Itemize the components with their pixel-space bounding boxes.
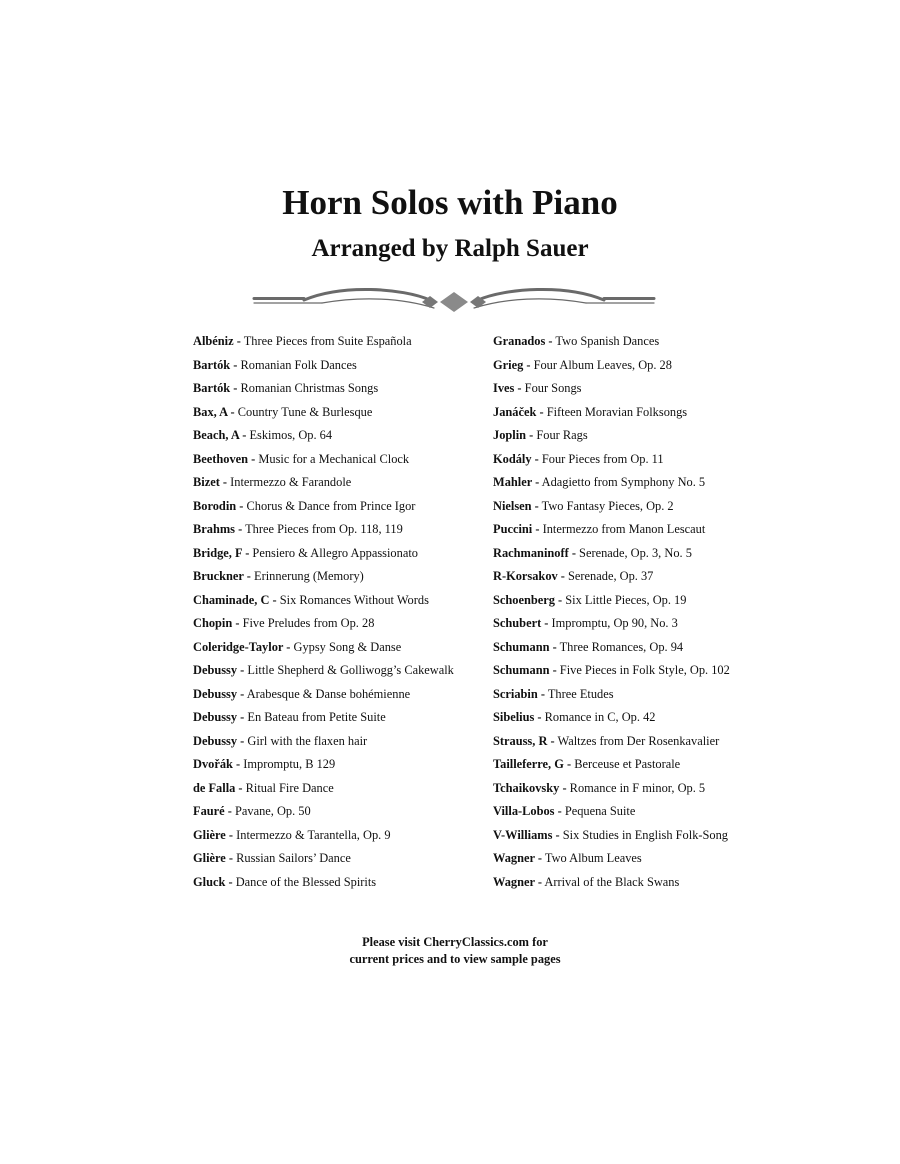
catalog-entry xyxy=(193,566,454,590)
work-title: Three Romances, Op. 94 xyxy=(556,639,684,654)
catalog-entry xyxy=(493,731,730,755)
catalog-entry xyxy=(193,731,454,755)
composer-name: Bizet - xyxy=(193,475,228,489)
catalog-entry xyxy=(493,684,730,708)
work-title: Three Etudes xyxy=(544,686,614,701)
composer-name: Fauré - xyxy=(193,804,232,818)
catalog-entry xyxy=(493,496,730,520)
work-title: Five Pieces in Folk Style, Op. 102 xyxy=(556,663,730,677)
work-title: En Bateau from Petite Suite xyxy=(244,710,386,724)
work-title: Intermezzo & Farandole xyxy=(227,475,352,489)
work-title: Ritual Fire Dance xyxy=(242,780,334,795)
work-title: Russian Sailors’ Dance xyxy=(233,851,351,865)
work-title: Impromptu, B 129 xyxy=(240,757,336,771)
work-title: Six Romances Without Words xyxy=(276,592,429,607)
work-title: Erinnerung (Memory) xyxy=(250,569,364,583)
work-title: Impromptu, Op 90, No. 3 xyxy=(548,616,678,630)
work-title: Berceuse et Pastorale xyxy=(571,757,681,771)
work-title: Five Preludes from Op. 28 xyxy=(239,616,375,630)
catalog-entry xyxy=(193,590,454,614)
work-title: Adagietto from Symphony No. 5 xyxy=(539,475,706,489)
catalog-entry xyxy=(493,355,730,379)
catalog-entry xyxy=(493,472,730,496)
catalog-entry xyxy=(493,543,730,567)
catalog-entry xyxy=(493,637,730,661)
composer-name: Coleridge-Taylor - xyxy=(193,639,291,654)
composer-name: Puccini - xyxy=(493,522,540,536)
catalog-entry xyxy=(493,449,730,473)
composer-name: Villa-Lobos - xyxy=(493,804,562,818)
composer-name: Wagner - xyxy=(493,851,542,865)
composer-name: Tailleferre, G - xyxy=(493,757,572,771)
composer-name: Granados - xyxy=(493,334,553,348)
catalog-entry xyxy=(493,590,730,614)
catalog-entry xyxy=(493,660,730,684)
composer-name: R-Korsakov - xyxy=(493,569,565,583)
work-title: Arrival of the Black Swans xyxy=(542,874,680,889)
composer-name: Debussy - xyxy=(193,710,245,724)
catalog-entry xyxy=(493,613,730,637)
work-title: Dance of the Blessed Spirits xyxy=(232,874,377,889)
composer-name: Rachmaninoff - xyxy=(493,545,576,560)
composer-name: Janáček - xyxy=(493,404,544,419)
composer-name: Glière - xyxy=(193,851,234,865)
composer-name: Debussy - xyxy=(193,686,245,701)
composer-name: Wagner - xyxy=(493,874,542,889)
work-title: Two Fantasy Pieces, Op. 2 xyxy=(538,498,674,513)
footer-note xyxy=(0,934,900,968)
composer-name: Schumann - xyxy=(493,663,557,677)
composer-name: Nielsen - xyxy=(493,498,539,513)
composer-name: Bartók - xyxy=(193,357,238,372)
catalog-entry xyxy=(193,519,454,543)
catalog-entry xyxy=(193,637,454,661)
work-title: Music for a Mechanical Clock xyxy=(255,451,410,466)
catalog-entry xyxy=(193,472,454,496)
catalog-entry xyxy=(493,566,730,590)
work-title: Serenade, Op. 37 xyxy=(564,569,654,583)
work-title: Intermezzo & Tarantella, Op. 9 xyxy=(233,827,391,842)
work-title: Three Pieces from Suite Española xyxy=(240,334,412,348)
catalog-entry xyxy=(193,543,454,567)
work-title: Pensiero & Allegro Appassionato xyxy=(249,545,418,560)
catalog-entry xyxy=(193,848,454,872)
composer-name: Brahms - xyxy=(193,522,243,536)
catalog-entry xyxy=(493,378,730,402)
composer-name: Sibelius - xyxy=(493,710,542,724)
catalog-entry xyxy=(493,801,730,825)
work-title: Three Pieces from Op. 118, 119 xyxy=(242,522,403,536)
composer-name: Debussy - xyxy=(193,663,245,677)
catalog-entry xyxy=(193,754,454,778)
catalog-entry xyxy=(493,754,730,778)
composer-name: Schoenberg - xyxy=(493,592,563,607)
composer-name: Borodin - xyxy=(193,498,244,513)
catalog-entry xyxy=(193,425,454,449)
composer-name: Scriabin - xyxy=(493,686,545,701)
work-title: Fifteen Moravian Folksongs xyxy=(543,404,688,419)
work-title: Six Studies in English Folk-Song xyxy=(559,827,728,842)
composer-name: Tchaikovsky - xyxy=(493,780,567,795)
work-title: Pequena Suite xyxy=(561,804,636,818)
work-title: Serenade, Op. 3, No. 5 xyxy=(575,545,692,560)
catalog-entry xyxy=(193,801,454,825)
work-title: Romance in F minor, Op. 5 xyxy=(566,780,706,795)
catalog-entry xyxy=(193,449,454,473)
catalog-entry xyxy=(193,825,454,849)
composer-name: Dvořák - xyxy=(193,757,241,771)
work-title: Waltzes from Der Rosenkavalier xyxy=(554,733,720,748)
catalog-entry xyxy=(193,684,454,708)
work-title: Romance in C, Op. 42 xyxy=(541,710,656,724)
work-title: Gypsy Song & Danse xyxy=(290,639,402,654)
catalog-entry xyxy=(493,707,730,731)
catalog-entry xyxy=(193,707,454,731)
decorative-flourish-divider-icon xyxy=(252,286,656,316)
page-title: Horn Solos with Piano xyxy=(282,183,618,222)
work-title: Country Tune & Burlesque xyxy=(234,404,373,419)
catalog-entry xyxy=(193,778,454,802)
composer-name: Beach, A - xyxy=(193,428,247,442)
composer-name: Schumann - xyxy=(493,639,557,654)
work-title: Six Little Pieces, Op. 19 xyxy=(562,592,687,607)
work-title: Arabesque & Danse bohémienne xyxy=(244,686,411,701)
catalog-entry xyxy=(193,331,454,355)
composer-name: Albéniz - xyxy=(193,334,241,348)
catalog-entry xyxy=(193,660,454,684)
catalog-entry xyxy=(193,872,454,896)
composer-name: Kodály - xyxy=(493,451,539,466)
work-title: Two Spanish Dances xyxy=(552,334,660,348)
composer-name: Glière - xyxy=(193,827,234,842)
catalog-entry xyxy=(493,848,730,872)
composer-name: Chaminade, C - xyxy=(193,592,277,607)
work-title: Romanian Folk Dances xyxy=(237,357,357,372)
catalog-entry xyxy=(493,331,730,355)
page-subtitle: Arranged by Ralph Sauer xyxy=(311,235,589,262)
composer-name: Gluck - xyxy=(193,874,233,889)
footer-line-1: Please visit CherryClassics.com for xyxy=(362,935,548,949)
work-title: Four Album Leaves, Op. 28 xyxy=(530,357,672,372)
work-title: Girl with the flaxen hair xyxy=(244,733,368,748)
catalog-entry xyxy=(193,402,454,426)
composer-name: Beethoven - xyxy=(193,451,256,466)
work-title: Four Songs xyxy=(521,381,582,395)
footer-line-2: current prices and to view sample pages xyxy=(349,952,561,966)
work-title: Pavane, Op. 50 xyxy=(231,804,311,818)
composer-name: Joplin - xyxy=(493,428,534,442)
composer-name: de Falla - xyxy=(193,780,243,795)
composer-name: Ives - xyxy=(493,381,522,395)
catalog-entry xyxy=(493,872,730,896)
catalog-entry xyxy=(493,519,730,543)
catalog-entry xyxy=(193,613,454,637)
catalog-entry xyxy=(493,425,730,449)
catalog-entry xyxy=(493,778,730,802)
catalog-right-column xyxy=(493,331,730,895)
composer-name: Chopin - xyxy=(193,616,240,630)
composer-name: Bartók - xyxy=(193,381,238,395)
composer-name: Bridge, F - xyxy=(193,545,250,560)
composer-name: Mahler - xyxy=(493,475,540,489)
catalog-entry xyxy=(493,825,730,849)
work-title: Chorus & Dance from Prince Igor xyxy=(243,498,416,513)
work-title: Four Rags xyxy=(533,428,588,442)
composer-name: Schubert - xyxy=(493,616,549,630)
catalog-entry xyxy=(193,496,454,520)
composer-name: V-Williams - xyxy=(493,827,560,842)
catalog-left-column xyxy=(193,331,454,895)
work-title: Four Pieces from Op. 11 xyxy=(538,451,664,466)
work-title: Two Album Leaves xyxy=(542,851,642,865)
catalog-entry xyxy=(193,378,454,402)
composer-name: Grieg - xyxy=(493,357,531,372)
composer-name: Strauss, R - xyxy=(493,733,555,748)
composer-name: Debussy - xyxy=(193,733,245,748)
catalog-entry xyxy=(493,402,730,426)
work-title: Intermezzo from Manon Lescaut xyxy=(539,522,706,536)
work-title: Eskimos, Op. 64 xyxy=(246,428,333,442)
composer-name: Bruckner - xyxy=(193,569,251,583)
composer-name: Bax, A - xyxy=(193,404,235,419)
work-title: Little Shepherd & Golliwogg’s Cakewalk xyxy=(244,663,454,677)
catalog-entry xyxy=(193,355,454,379)
work-title: Romanian Christmas Songs xyxy=(237,381,379,395)
